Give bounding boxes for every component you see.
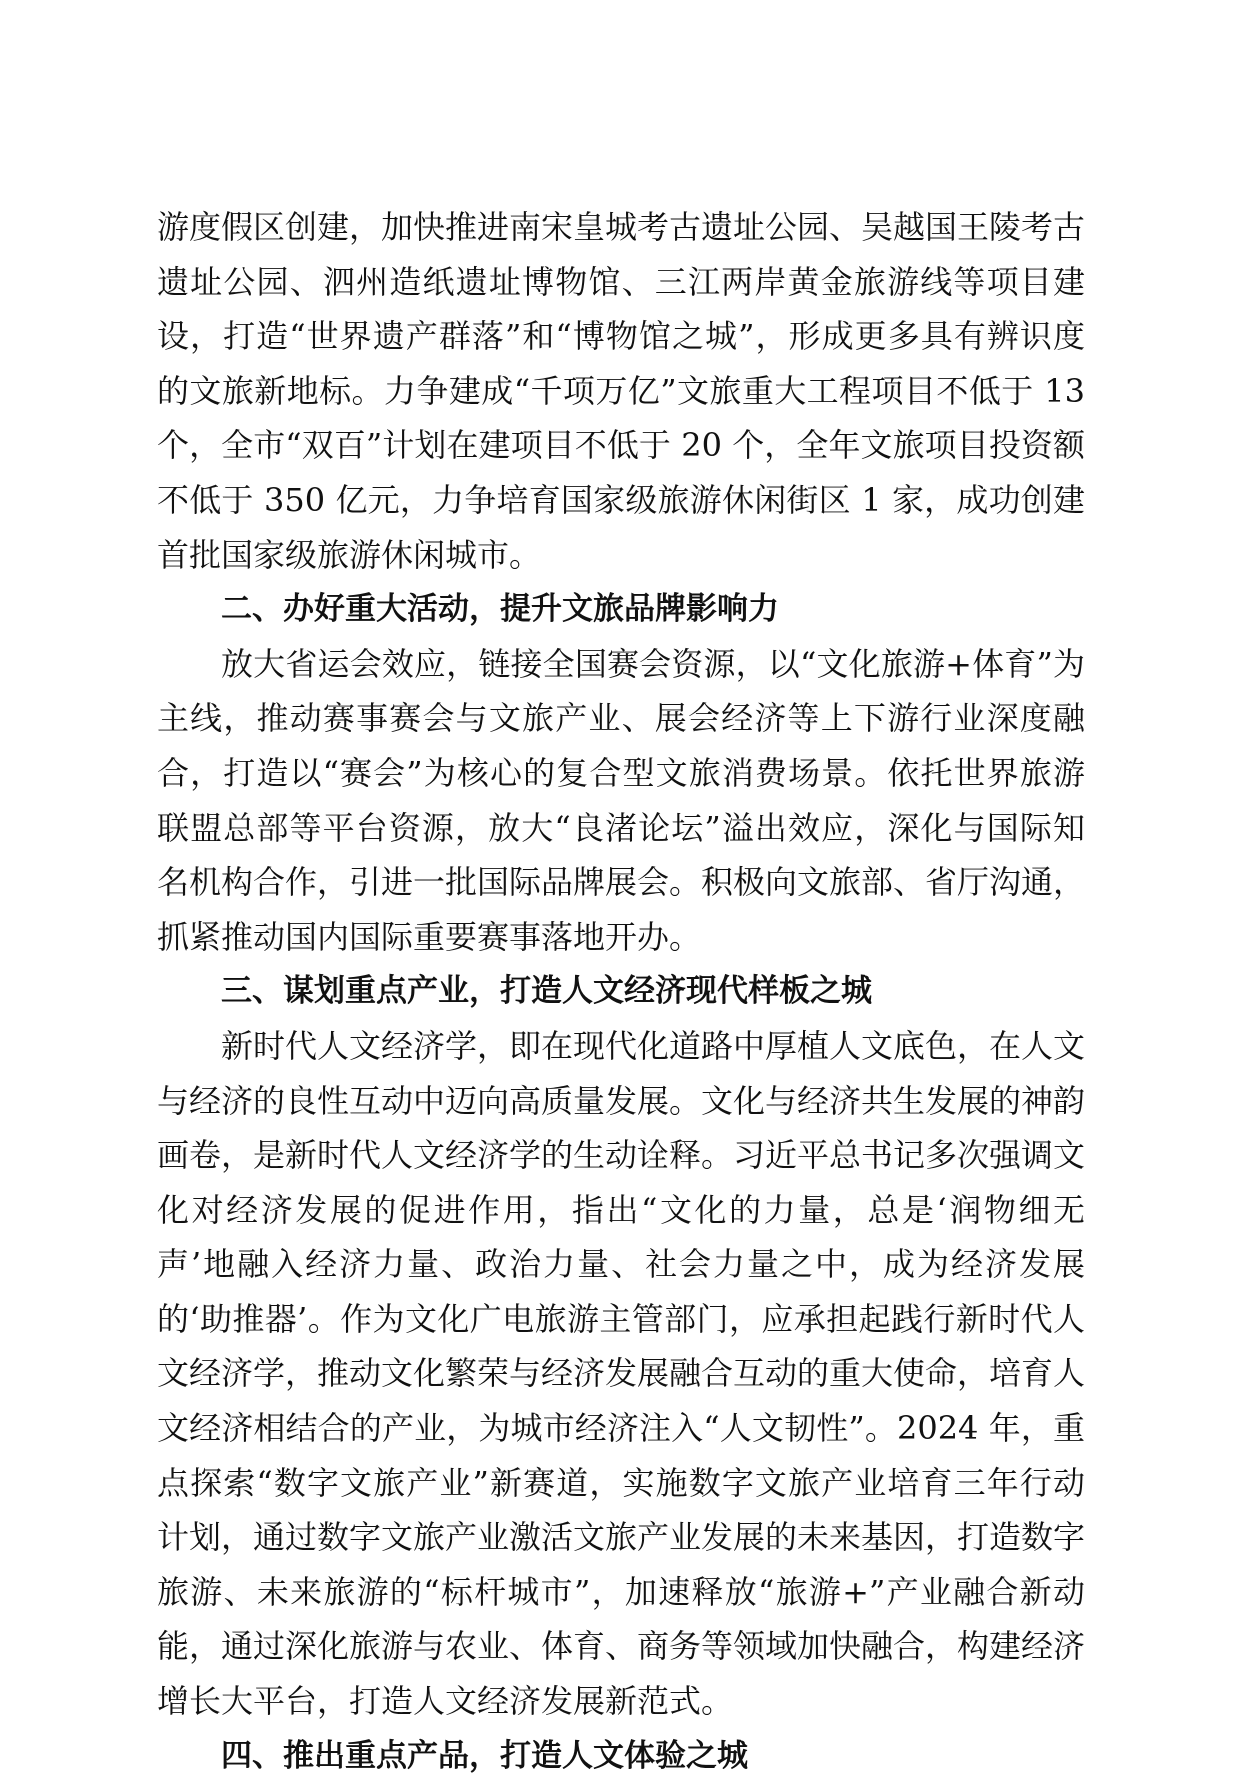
section-heading-4: 四、推出重点产品，打造人文体验之城 [221, 1737, 748, 1774]
paragraph-continuation: 游度假区创建，加快推进南宋皇城考古遗址公园、吴越国王陵考古遗址公园、泗州造纸遗址博物馆、三江两岸黄金旅游线等项目建设，打造“世界遗产群落”和“博物馆之城”，形成更多具有辨识度的文旅新地标。力争建成“千项万亿”文旅重大工程项目不低于 13 个，全市“双百”计划在建项目不低于 20 个，全年文旅项目投资额不低于 350 亿元，力争培育国家级旅游休闲街区 1 家，成功创建首批国家级旅游休闲城市。 [157, 208, 1086, 574]
document-body [157, 200, 1085, 1783]
section-heading-3: 三、谋划重点产业，打造人文经济现代样板之城 [221, 973, 872, 1010]
section-heading-2: 二、办好重大活动，提升文旅品牌影响力 [221, 591, 779, 628]
paragraph-section-3: 新时代人文经济学，即在现代化道路中厚植人文底色，在人文与经济的良性互动中迈向高质量发展。文化与经济共生发展的神韵画卷，是新时代人文经济学的生动诠释。习近平总书记多次强调文化对经济发展的促进作用，指出“文化的力量，总是‘润物细无声’地融入经济力量、政治力量、社会力量之中，成为经济发展的‘助推器’。作为文化广电旅游主管部门，应承担起践行新时代人文经济学，推动文化繁荣与经济发展融合互动的重大使命，培育人文经济相结合的产业，为城市经济注入“人文韧性”。2024 年，重点探索“数字文旅产业”新赛道，实施数字文旅产业培育三年行动计划，通过数字文旅产业激活文旅产业发展的未来基因，打造数字旅游、未来旅游的“标杆城市”，加速释放“旅游+”产业融合新动能，通过深化旅游与农业、体育、商务等领域加快融合，构建经济增长大平台，打造人文经济发展新范式。 [157, 1026, 1086, 1721]
paragraph-section-2: 放大省运会效应，链接全国赛会资源，以“文化旅游+体育”为主线，推动赛事赛会与文旅产业、展会经济等上下游行业深度融合，打造以“赛会”为核心的复合型文旅消费场景。依托世界旅游联盟总部等平台资源，放大“良渚论坛”溢出效应，深化与国际知名机构合作，引进一批国际品牌展会。积极向文旅部、省厅沟通，抓紧推动国内国际重要赛事落地开办。 [157, 644, 1086, 956]
